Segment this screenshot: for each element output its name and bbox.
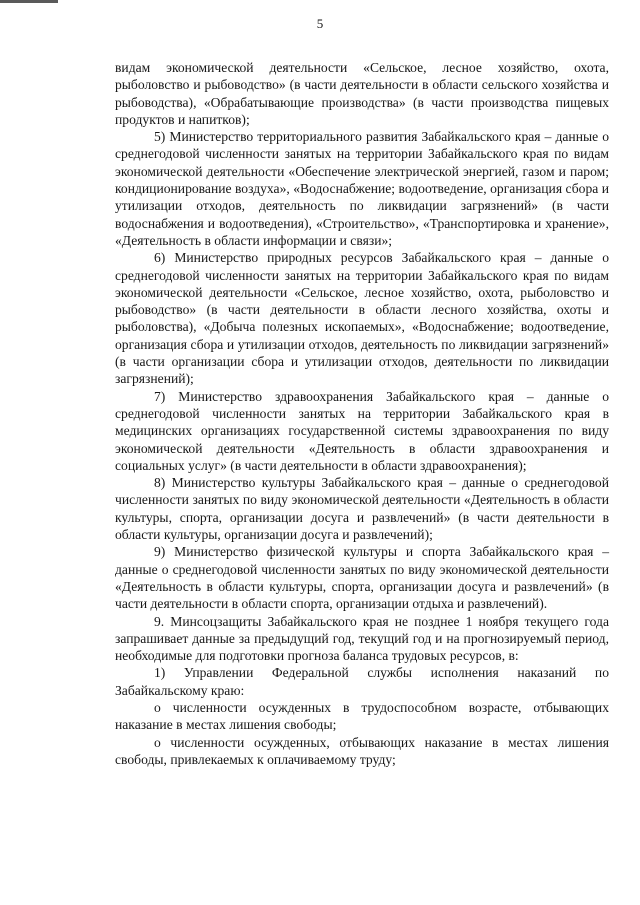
scan-edge-mark <box>0 0 58 3</box>
paragraph-bullet-convicts-working-age: о численности осужденных в трудоспособном возрасте, отбывающих наказание в местах лишения свободы; <box>115 699 609 733</box>
page-number: 5 <box>316 16 324 31</box>
paragraph-item-6: 6) Министерство природных ресурсов Забайкальского края – данные о среднегодовой численности занятых на территории Забайкальского края по видам экономической деятельности «Сельское, лесное хозяйство, охота, рыболовство и рыбоводство» (в части деятельности в области лесного хозяйства, охоты и рыболовства), «Добыча полезных ископаемых», «Водоснабжение; водоотведение, организация сбора и утилизации отходов, деятельность по ликвидации загрязнений» (в части организации сбора и утилизации отходов, деятельности по ликвидации загрязнений); <box>115 250 609 387</box>
paragraph-item-7: 7) Министерство здравоохранения Забайкальского края – данные о среднегодовой численности занятых на территории Забайкальского края в медицинских организациях государственной системы здравоохранения по виду экономической деятельности «Деятельность в области здравоохранения и социальных услуг» (в части деятельности в области здравоохранения); <box>115 388 609 473</box>
paragraph-continuation: видам экономической деятельности «Сельское, лесное хозяйство, охота, рыболовство и рыбоводство» (в части деятельности в области сельского хозяйства и рыбоводства), «Обрабатывающие производства» (в части производства пищевых продуктов и напитков); <box>115 60 609 127</box>
paragraph-item-9: 9) Министерство физической культуры и спорта Забайкальского края – данные о среднегодовой численности занятых по виду экономической деятельности «Деятельность в области культуры, спорта, организации досуга и развлечений» (в части деятельности в области спорта, организации отдыха и развлечений). <box>115 544 609 612</box>
document-body <box>115 59 609 768</box>
paragraph-subitem-1: 1) Управлении Федеральной службы исполнения наказаний по Забайкальскому краю: <box>115 665 609 698</box>
paragraph-section-9: 9. Минсоцзащиты Забайкальского края не позднее 1 ноября текущего года запрашивает данные за предыдущий год, текущий год и на прогнозируемый период, необходимые для подготовки прогноза баланса трудовых ресурсов, в: <box>115 613 609 664</box>
paragraph-item-8: 8) Министерство культуры Забайкальского края – данные о среднегодовой численности занятых по виду экономической деятельности «Деятельность в области культуры, спорта, организации досуга и развлечений» (в части деятельности в области культуры, организации досуга и развлечений); <box>115 475 609 543</box>
paragraph-bullet-convicts-paid-labor: о численности осужденных, отбывающих наказание в местах лишения свободы, привлекаемых к оплачиваемому труду; <box>115 734 609 767</box>
paragraph-item-5: 5) Министерство территориального развития Забайкальского края – данные о среднегодовой численности занятых на территории Забайкальского края по видам экономической деятельности «Обеспечение электрической энергией, газом и паром; кондиционирование воздуха», «Водоснабжение; водоотведение, организация сбора и утилизации отходов, деятельность по ликвидации загрязнений» (в части водоснабжения и водоотведения), «Строительство», «Транспортировка и хранение», «Деятельность в области информации и связи»; <box>115 129 609 248</box>
